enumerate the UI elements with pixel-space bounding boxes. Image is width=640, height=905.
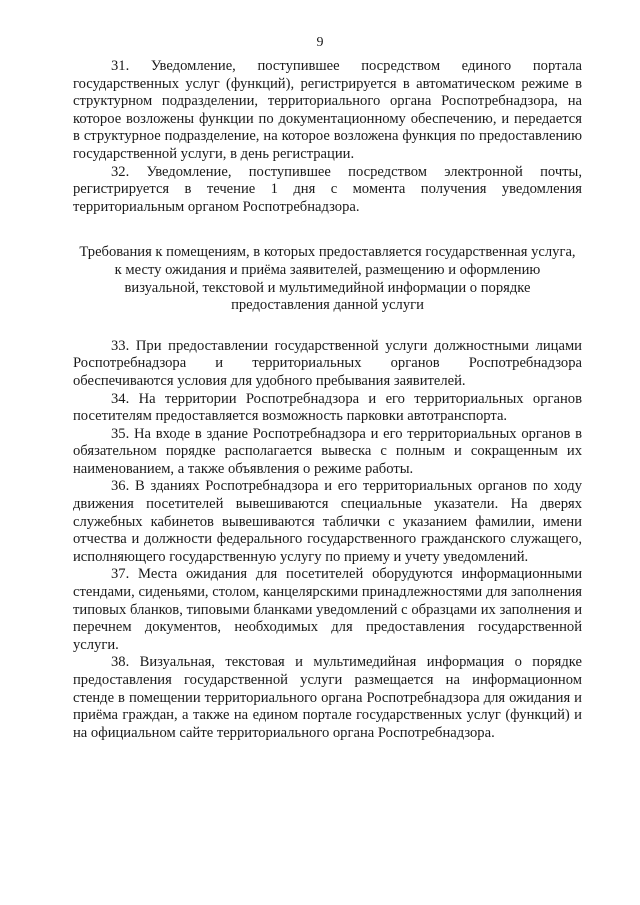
document-body	[73, 58, 582, 742]
paragraph-34: 34. На территории Роспотребнадзора и его территориальных органов посетителям предоставляется возможность парковки автотранспорта.	[73, 390, 582, 425]
paragraph-36: 36. В зданиях Роспотребнадзора и его территориальных органов по ходу движения посетителей вывешиваются специальные указатели. На дверях служебных кабинетов вывешиваются таблички с указанием фамилии, имени отчества и должности федерального государственного гражданского служащего, исполняющего государственную услугу по приему и учету уведомлений.	[73, 478, 582, 565]
paragraph-32: 32. Уведомление, поступившее посредством электронной почты, регистрируется в течение 1 дня с момента получения уведомления территориальным органом Роспотребнадзора.	[73, 163, 582, 215]
paragraph-37: 37. Места ожидания для посетителей оборудуются информационными стендами, сиденьями, столом, канцелярскими принадлежностями для заполнения типовых бланков, типовыми бланками уведомлений с образцами их заполнения и перечнем документов, необходимых для предоставления государственной услуги.	[73, 566, 582, 653]
paragraph-35: 35. На входе в здание Роспотребнадзора и его территориальных органов в обязательном порядке располагается вывеска с полным и сокращенным их наименованием, а также объявления о режиме работы.	[73, 425, 582, 477]
section-heading: Требования к помещениям, в которых предоставляется государственная услуга, к месту ожидания и приёма заявителей, размещению и оформлению визуальной, текстовой и мультимедийной информации о порядке предоставления данной услуги	[79, 244, 576, 314]
paragraph-31: 31. Уведомление, поступившее посредством единого портала государственных услуг (функций), регистрируется в автоматическом режиме в структурном подразделении, территориального органа Роспотребнадзора, на которое возложены функции по документационному обеспечению, и передается в структурное подразделение, на которое возложена функция по предоставлению государственной услуги, в день регистрации.	[73, 58, 582, 162]
paragraph-33: 33. При предоставлении государственной услуги должностными лицами Роспотребнадзора и территориальных органов Роспотребнадзора обеспечиваются условия для удобного пребывания заявителей.	[73, 337, 582, 389]
paragraph-38: 38. Визуальная, текстовая и мультимедийная информация о порядке предоставления государственной услуги размещается на информационном стенде в помещении территориального органа Роспотребнадзора для ожидания и приёма граждан, а также на едином портале государственных услуг (функций) и на официальном сайте территориального органа Роспотребнадзора.	[73, 654, 582, 741]
page-number: 9	[316, 35, 324, 50]
